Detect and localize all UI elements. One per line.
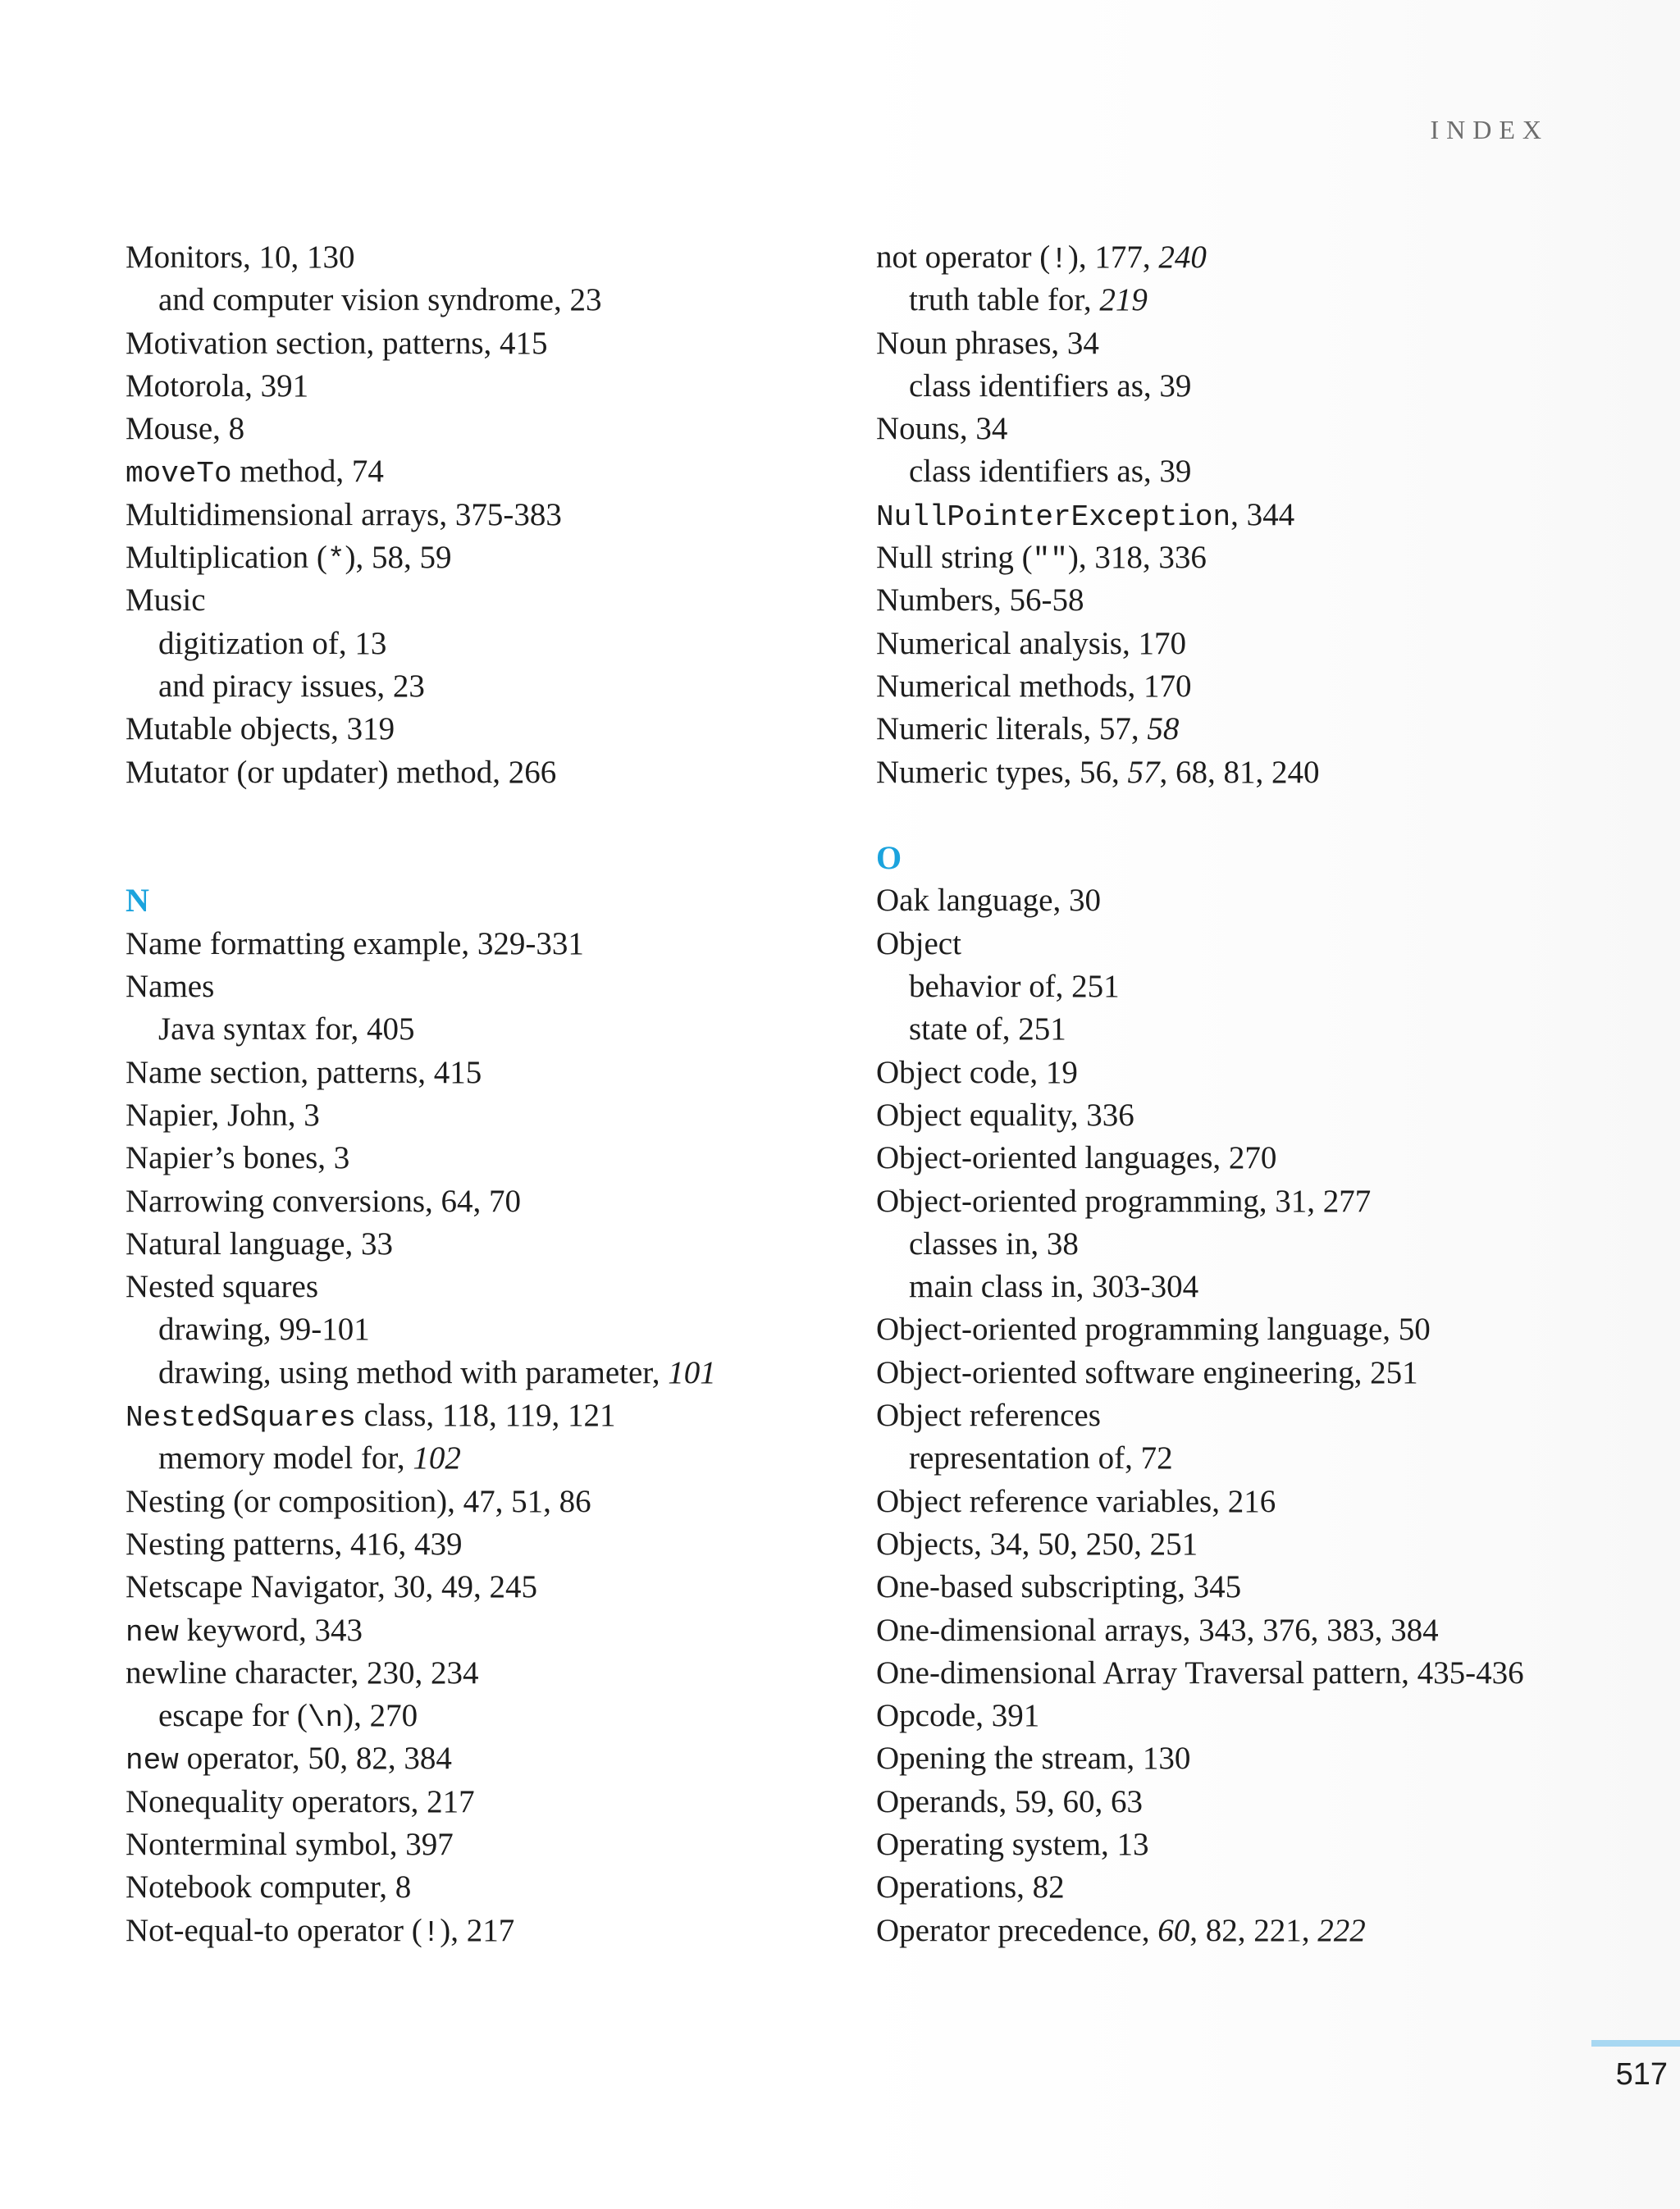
index-subentry — [876, 1008, 1647, 1051]
entry-text: Operating system, 13 — [876, 1826, 1149, 1862]
entry-text: behavior of, 251 — [909, 969, 1120, 1005]
entry-text: Nesting (or composition), 47, 51, 86 — [126, 1483, 591, 1519]
index-entry — [126, 1137, 897, 1180]
index-subentry — [126, 1308, 897, 1351]
index-entry — [126, 965, 897, 1008]
entry-text: Multiplication ( — [126, 540, 327, 576]
index-entry — [126, 751, 897, 794]
code-term: moveTo — [126, 457, 232, 491]
entry-text: Object code, 19 — [876, 1054, 1078, 1090]
index-entry — [876, 1394, 1647, 1437]
index-entry — [876, 1308, 1647, 1351]
entry-text: Object reference variables, 216 — [876, 1483, 1276, 1519]
entry-text: Java syntax for, 405 — [158, 1011, 415, 1047]
entry-text: not operator ( — [876, 240, 1051, 275]
entry-text: Napier, John, 3 — [126, 1097, 320, 1133]
code-term: NestedSquares — [126, 1401, 356, 1435]
entry-text: drawing, using method with parameter, — [158, 1354, 669, 1390]
index-entry — [876, 1695, 1647, 1737]
index-entry — [126, 1523, 897, 1566]
entry-text: and computer vision syndrome, 23 — [158, 282, 602, 318]
entry-text: Nested squares — [126, 1269, 319, 1305]
entry-text: Multidimensional arrays, 375-383 — [126, 496, 562, 532]
entry-text: Name formatting example, 329-331 — [126, 925, 584, 961]
section-letter — [876, 837, 1647, 879]
index-entry — [876, 1866, 1647, 1909]
entry-text: ), 318, 336 — [1067, 540, 1207, 576]
index-entry — [876, 1094, 1647, 1137]
code-term: "" — [1032, 543, 1068, 577]
entry-text: Nonequality operators, 217 — [126, 1783, 475, 1819]
index-subentry — [126, 279, 897, 322]
code-term: ! — [422, 1915, 441, 1950]
entry-text: Objects, 34, 50, 250, 251 — [876, 1526, 1198, 1562]
entry-text: Napier’s bones, 3 — [126, 1140, 350, 1176]
index-entry — [126, 1266, 897, 1308]
entry-text: truth table for, — [909, 282, 1100, 318]
index-column-right — [876, 236, 1647, 1952]
italic-page-ref: 58 — [1147, 711, 1180, 747]
entry-text: Numbers, 56-58 — [876, 582, 1084, 618]
index-entry — [126, 1223, 897, 1266]
index-entry — [876, 708, 1647, 751]
index-entry — [126, 1094, 897, 1137]
entry-text: Object equality, 336 — [876, 1097, 1134, 1133]
entry-text: ), 270 — [343, 1698, 418, 1734]
section-spacer — [126, 794, 897, 837]
entry-text: Narrowing conversions, 64, 70 — [126, 1183, 521, 1219]
entry-text: Mutable objects, 319 — [126, 711, 395, 747]
index-entry — [126, 1481, 897, 1523]
index-entry — [876, 1609, 1647, 1652]
index-entry — [876, 879, 1647, 922]
index-entry — [126, 450, 897, 493]
entry-text: Notebook computer, 8 — [126, 1869, 412, 1905]
folio-accent-bar — [1591, 2040, 1680, 2047]
index-entry — [876, 1137, 1647, 1180]
entry-text: Operations, 82 — [876, 1869, 1065, 1905]
entry-text: classes in, 38 — [909, 1225, 1079, 1262]
index-subentry — [126, 665, 897, 708]
entry-text: Operator precedence, — [876, 1912, 1158, 1948]
index-subentry — [876, 1223, 1647, 1266]
entry-text: drawing, 99-101 — [158, 1312, 370, 1348]
index-subentry — [126, 623, 897, 665]
code-term: * — [326, 543, 345, 577]
italic-page-ref: 102 — [413, 1440, 461, 1476]
index-entry — [126, 408, 897, 450]
index-entry — [126, 1652, 897, 1695]
entry-text: Oak language, 30 — [876, 883, 1101, 919]
entry-text: class, 118, 119, 121 — [355, 1398, 616, 1434]
index-subentry — [126, 1695, 897, 1737]
entry-text: Noun phrases, 34 — [876, 325, 1099, 361]
section-spacer — [876, 794, 1647, 837]
entry-text: N — [126, 882, 149, 920]
index-entry — [876, 665, 1647, 708]
index-entry — [876, 1566, 1647, 1609]
entry-text: method, 74 — [231, 454, 384, 490]
index-entry — [126, 923, 897, 965]
index-subentry — [126, 1437, 897, 1480]
italic-page-ref: 57 — [1127, 754, 1160, 790]
index-subentry — [876, 965, 1647, 1008]
entry-text: ), 58, 59 — [345, 540, 452, 576]
entry-text: Object references — [876, 1398, 1101, 1434]
italic-page-ref: 219 — [1099, 282, 1148, 318]
index-entry — [126, 708, 897, 751]
index-subentry — [876, 279, 1647, 322]
index-entry — [126, 365, 897, 408]
entry-text: and piracy issues, 23 — [158, 668, 425, 704]
entry-text: representation of, 72 — [909, 1440, 1173, 1476]
entry-text: operator, 50, 82, 384 — [178, 1741, 452, 1777]
entry-text: Numeric literals, 57, — [876, 711, 1148, 747]
entry-text: Motivation section, patterns, 415 — [126, 325, 548, 361]
entry-text: Monitors, 10, 130 — [126, 240, 355, 275]
index-entry — [126, 494, 897, 536]
index-entry — [876, 236, 1647, 279]
index-entry — [126, 1781, 897, 1823]
index-entry — [876, 1823, 1647, 1866]
index-entry — [876, 751, 1647, 794]
entry-text: One-dimensional Array Traversal pattern, 435-436 — [876, 1654, 1524, 1691]
index-entry — [876, 1781, 1647, 1823]
entry-text: ), 217 — [440, 1912, 515, 1948]
index-entry — [876, 1352, 1647, 1394]
index-entry — [126, 1180, 897, 1223]
index-entry — [126, 1910, 897, 1952]
entry-text: , 344 — [1230, 496, 1295, 532]
entry-text: Null string ( — [876, 540, 1033, 576]
entry-text: Music — [126, 582, 206, 618]
code-term: new — [126, 1744, 179, 1778]
entry-text: main class in, 303-304 — [909, 1269, 1199, 1305]
entry-text: One-based subscripting, 345 — [876, 1569, 1242, 1605]
entry-text: state of, 251 — [909, 1011, 1066, 1047]
code-term: new — [126, 1615, 179, 1650]
index-entry — [126, 1609, 897, 1652]
entry-text: Netscape Navigator, 30, 49, 245 — [126, 1569, 538, 1605]
entry-text: Name section, patterns, 415 — [126, 1054, 482, 1090]
entry-text: Object — [876, 925, 961, 961]
entry-text: class identifiers as, 39 — [909, 367, 1192, 404]
entry-text: Names — [126, 969, 215, 1005]
entry-text: O — [876, 839, 902, 877]
entry-text: One-dimensional arrays, 343, 376, 383, 384 — [876, 1612, 1439, 1648]
index-entry — [876, 1523, 1647, 1566]
entry-text: Object-oriented software engineering, 251 — [876, 1354, 1418, 1390]
index-entry — [876, 494, 1647, 536]
entry-text: newline character, 230, 234 — [126, 1654, 479, 1691]
entry-text: Nesting patterns, 416, 439 — [126, 1526, 463, 1562]
index-entry — [876, 1652, 1647, 1695]
entry-text: Mouse, 8 — [126, 411, 245, 447]
index-entry — [126, 1566, 897, 1609]
index-entry — [876, 1910, 1647, 1952]
index-subentry — [876, 1266, 1647, 1308]
code-term: NullPointerException — [876, 500, 1231, 534]
entry-text: Motorola, 391 — [126, 367, 309, 404]
entry-text: class identifiers as, 39 — [909, 454, 1192, 490]
index-entry — [876, 1052, 1647, 1094]
index-entry — [876, 923, 1647, 965]
entry-text: ), 177, — [1067, 240, 1159, 275]
italic-page-ref: 60 — [1157, 1912, 1190, 1948]
index-entry — [876, 1737, 1647, 1780]
entry-text: digitization of, 13 — [158, 625, 387, 661]
entry-text: Nonterminal symbol, 397 — [126, 1826, 454, 1862]
index-entry — [126, 579, 897, 622]
entry-text: keyword, 343 — [178, 1612, 363, 1648]
entry-text: Object-oriented programming language, 50 — [876, 1312, 1431, 1348]
entry-text: Mutator (or updater) method, 266 — [126, 754, 557, 790]
index-entry — [876, 536, 1647, 579]
running-head: INDEX — [1430, 115, 1549, 144]
index-entry — [126, 1823, 897, 1866]
index-subentry — [876, 1437, 1647, 1480]
index-entry — [126, 1052, 897, 1094]
entry-text: Natural language, 33 — [126, 1225, 393, 1262]
entry-text: escape for ( — [158, 1698, 308, 1734]
index-entry — [126, 1737, 897, 1780]
index-entry — [876, 579, 1647, 622]
entry-text: Not-equal-to operator ( — [126, 1912, 422, 1948]
index-entry — [126, 536, 897, 579]
index-entry — [126, 322, 897, 365]
section-letter — [126, 879, 897, 922]
entry-text: Opening the stream, 130 — [876, 1741, 1191, 1777]
entry-text: Numerical analysis, 170 — [876, 625, 1186, 661]
italic-page-ref: 101 — [668, 1354, 716, 1390]
entry-text: Object-oriented languages, 270 — [876, 1140, 1277, 1176]
entry-text: , 68, 81, 240 — [1159, 754, 1320, 790]
index-column-left — [126, 236, 897, 1952]
index-entry — [876, 1180, 1647, 1223]
entry-text: Operands, 59, 60, 63 — [876, 1783, 1143, 1819]
code-term: ! — [1050, 243, 1068, 276]
italic-page-ref: 222 — [1317, 1912, 1366, 1948]
entry-text: Nouns, 34 — [876, 411, 1008, 447]
entry-text: memory model for, — [158, 1440, 413, 1476]
section-spacer — [126, 837, 897, 879]
index-entry — [876, 408, 1647, 450]
index-entry — [876, 623, 1647, 665]
index-subentry — [876, 365, 1647, 408]
entry-text: Numeric types, 56, — [876, 754, 1128, 790]
entry-text: Object-oriented programming, 31, 277 — [876, 1183, 1372, 1219]
index-subentry — [126, 1008, 897, 1051]
index-entry — [876, 1481, 1647, 1523]
index-entry — [126, 236, 897, 279]
index-subentry — [126, 1352, 897, 1394]
entry-text: Numerical methods, 170 — [876, 668, 1192, 704]
entry-text: Opcode, 391 — [876, 1698, 1040, 1734]
italic-page-ref: 240 — [1158, 240, 1207, 275]
page-number: 517 — [1615, 2057, 1668, 2092]
code-term: \n — [307, 1701, 344, 1736]
entry-text: , 82, 221, — [1189, 1912, 1318, 1948]
index-subentry — [876, 450, 1647, 493]
index-entry — [126, 1866, 897, 1909]
index-entry — [876, 322, 1647, 365]
index-entry — [126, 1394, 897, 1437]
